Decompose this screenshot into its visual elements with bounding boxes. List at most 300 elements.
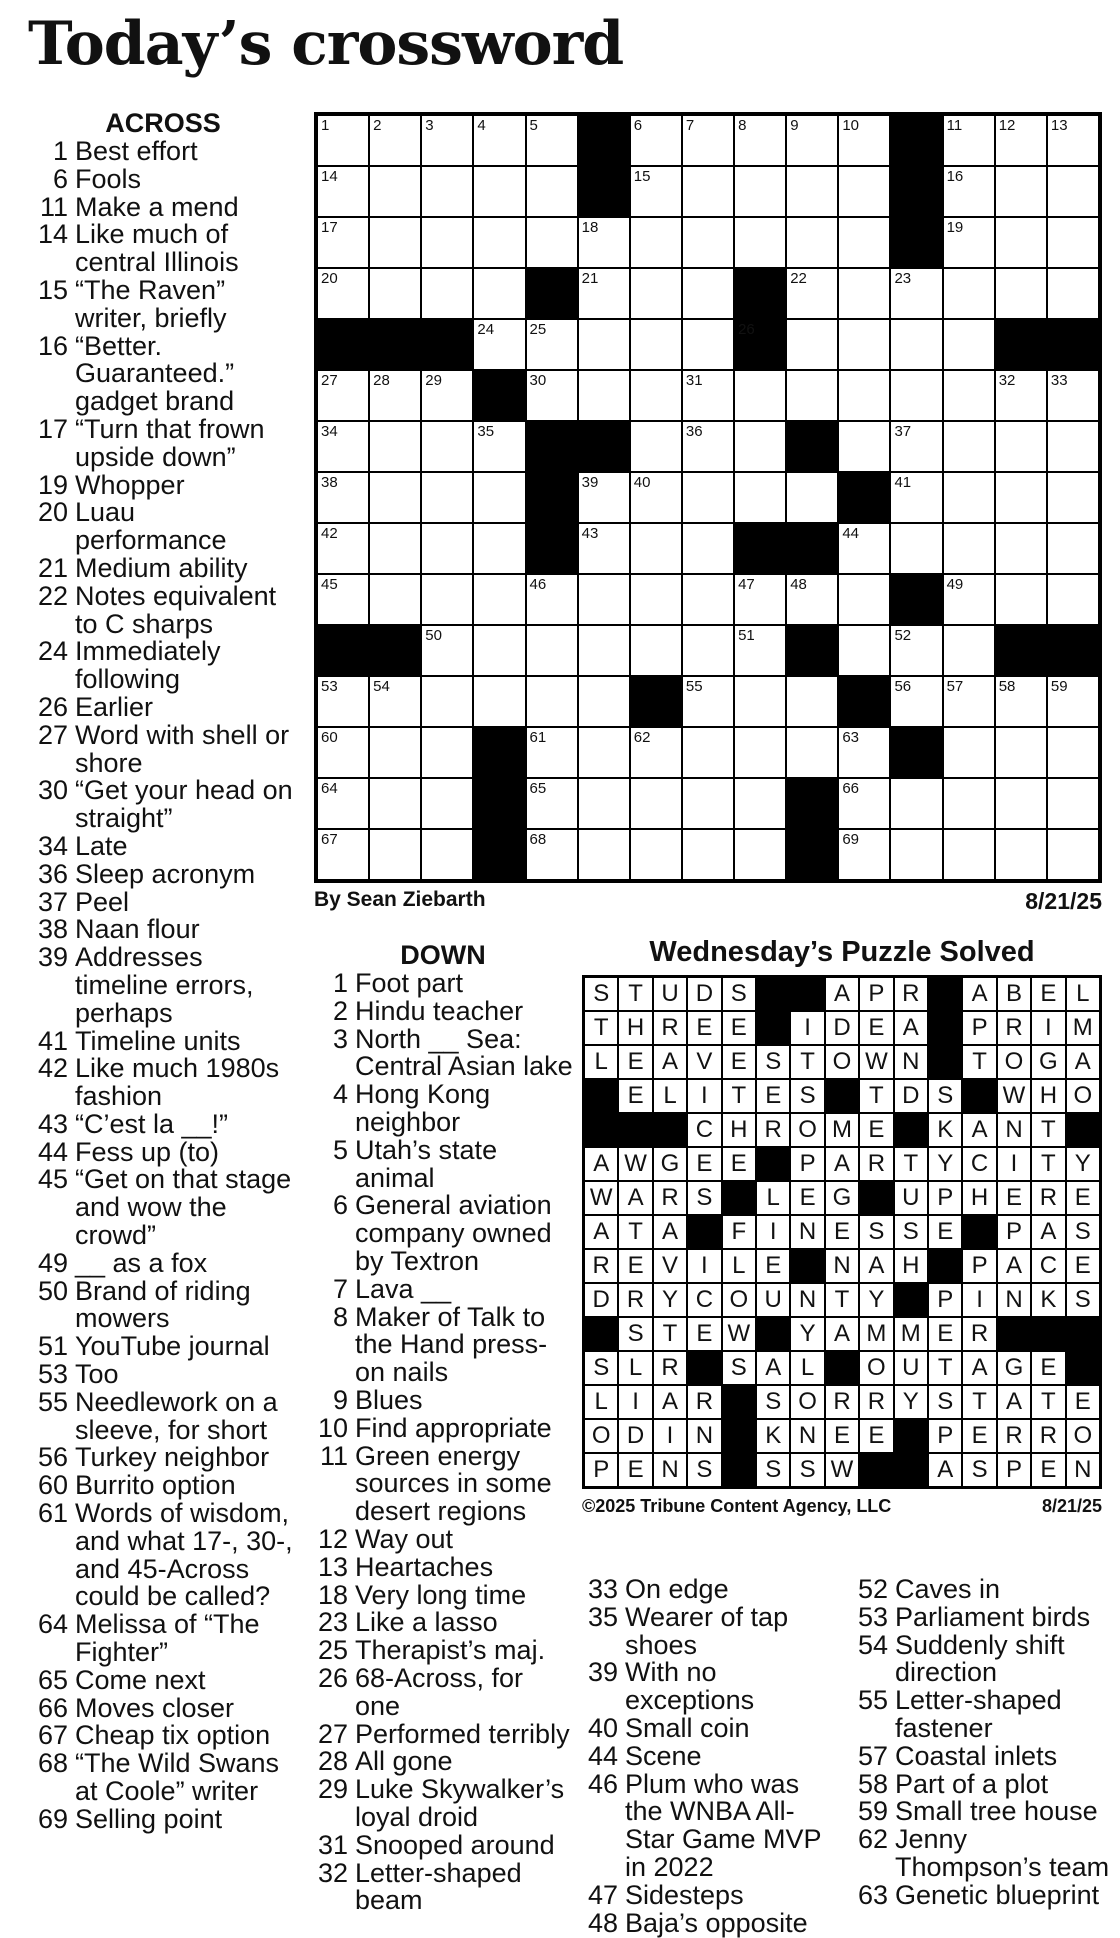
clue-number: 44 bbox=[587, 1740, 618, 1771]
grid-cell[interactable] bbox=[473, 217, 525, 268]
grid-cell[interactable] bbox=[734, 625, 786, 676]
black-square bbox=[584, 1113, 618, 1147]
grid-cell[interactable] bbox=[369, 727, 421, 778]
grid-cell[interactable] bbox=[890, 370, 942, 421]
grid-cell[interactable] bbox=[734, 472, 786, 523]
grid-cell[interactable] bbox=[526, 829, 578, 880]
solution-cell: N bbox=[790, 1419, 824, 1453]
grid-cell[interactable] bbox=[473, 523, 525, 574]
grid-cell[interactable] bbox=[317, 268, 369, 319]
grid-cell[interactable] bbox=[473, 166, 525, 217]
grid-cell[interactable] bbox=[1047, 727, 1099, 778]
grid-cell[interactable] bbox=[943, 727, 995, 778]
black-square bbox=[790, 1249, 824, 1283]
grid-cell[interactable] bbox=[943, 778, 995, 829]
grid-cell[interactable] bbox=[943, 115, 995, 166]
grid-cell[interactable] bbox=[995, 115, 1047, 166]
clue-text: “The Raven” writer, briefly bbox=[75, 274, 227, 333]
solution-cell: O bbox=[790, 1113, 824, 1147]
clue-number: 49 bbox=[37, 1247, 68, 1278]
grid-cell[interactable] bbox=[473, 319, 525, 370]
grid-cell[interactable] bbox=[682, 574, 734, 625]
clue-text: Hindu teacher bbox=[355, 995, 524, 1026]
grid-cell[interactable] bbox=[838, 421, 890, 472]
grid-cell[interactable] bbox=[317, 829, 369, 880]
grid-cell[interactable] bbox=[734, 574, 786, 625]
solution-cell: A bbox=[962, 977, 996, 1011]
grid-cell[interactable] bbox=[630, 829, 682, 880]
grid-cell[interactable] bbox=[943, 829, 995, 880]
clue-text: Genetic blueprint bbox=[895, 1879, 1100, 1910]
grid-cell[interactable] bbox=[317, 472, 369, 523]
solution-cell: P bbox=[928, 1181, 962, 1215]
grid-cell[interactable] bbox=[943, 268, 995, 319]
grid-cell[interactable] bbox=[734, 727, 786, 778]
solution-cell: S bbox=[584, 977, 618, 1011]
grid-cell[interactable] bbox=[838, 727, 890, 778]
clue-text: Plum who was the WNBA All-Star Game MVP in 2022 bbox=[625, 1768, 822, 1882]
grid-cell[interactable] bbox=[369, 166, 421, 217]
solution-cell: I bbox=[687, 1079, 721, 1113]
grid-cell[interactable] bbox=[526, 625, 578, 676]
grid-cell[interactable] bbox=[995, 370, 1047, 421]
grid-cell[interactable] bbox=[630, 574, 682, 625]
clue-text: “Better. Guaranteed.” gadget brand bbox=[75, 330, 235, 417]
clue-text: Sleep acronym bbox=[75, 858, 256, 889]
grid-cell[interactable] bbox=[317, 676, 369, 727]
clue-number: 9 bbox=[332, 1384, 348, 1415]
grid-cell[interactable] bbox=[317, 727, 369, 778]
solved-puzzle-title: Wednesday’s Puzzle Solved bbox=[649, 936, 1035, 968]
solution-cell: R bbox=[1031, 1419, 1065, 1453]
grid-cell[interactable] bbox=[421, 268, 473, 319]
solution-cell: D bbox=[894, 1079, 928, 1113]
grid-cell[interactable] bbox=[734, 676, 786, 727]
grid-cell[interactable] bbox=[682, 778, 734, 829]
clue-number: 4 bbox=[332, 1079, 348, 1110]
grid-cell[interactable] bbox=[369, 217, 421, 268]
grid-cell[interactable] bbox=[630, 421, 682, 472]
grid-cell[interactable] bbox=[682, 217, 734, 268]
clue-across-1 bbox=[32, 138, 294, 166]
grid-cell[interactable] bbox=[473, 676, 525, 727]
clue-across-49 bbox=[32, 1247, 294, 1278]
grid-cell[interactable] bbox=[1047, 217, 1099, 268]
grid-cell[interactable] bbox=[943, 472, 995, 523]
clue-across-65 bbox=[32, 1664, 294, 1695]
grid-cell[interactable] bbox=[943, 370, 995, 421]
grid-cell[interactable] bbox=[526, 217, 578, 268]
grid-cell[interactable] bbox=[890, 319, 942, 370]
solution-cell: T bbox=[1031, 1113, 1065, 1147]
solution-cell: E bbox=[687, 1317, 721, 1351]
clue-text: Immediately following bbox=[75, 636, 221, 695]
grid-cell[interactable] bbox=[317, 421, 369, 472]
grid-cell[interactable] bbox=[734, 421, 786, 472]
solution-cell: P bbox=[997, 1453, 1031, 1487]
grid-cell[interactable] bbox=[317, 370, 369, 421]
grid-cell[interactable] bbox=[473, 472, 525, 523]
grid-cell[interactable] bbox=[682, 829, 734, 880]
grid-cell[interactable] bbox=[890, 829, 942, 880]
grid-cell[interactable] bbox=[578, 319, 630, 370]
grid-cell[interactable] bbox=[682, 319, 734, 370]
grid-cell[interactable] bbox=[734, 217, 786, 268]
grid-cell[interactable] bbox=[369, 574, 421, 625]
grid-cell[interactable] bbox=[317, 217, 369, 268]
solution-cell: W bbox=[825, 1453, 859, 1487]
grid-cell[interactable] bbox=[943, 523, 995, 574]
grid-cell[interactable] bbox=[369, 778, 421, 829]
grid-cell[interactable] bbox=[995, 778, 1047, 829]
grid-cell[interactable] bbox=[734, 166, 786, 217]
solution-cell: E bbox=[962, 1419, 996, 1453]
grid-cell[interactable] bbox=[369, 829, 421, 880]
solution-cell: D bbox=[584, 1283, 618, 1317]
grid-cell[interactable] bbox=[943, 319, 995, 370]
grid-cell[interactable] bbox=[630, 625, 682, 676]
solution-cell: T bbox=[618, 977, 652, 1011]
clue-across-67 bbox=[32, 1722, 294, 1750]
grid-cell[interactable] bbox=[838, 115, 890, 166]
solution-cell: S bbox=[1066, 1283, 1100, 1317]
grid-cell[interactable] bbox=[630, 472, 682, 523]
grid-cell[interactable] bbox=[421, 523, 473, 574]
grid-cell[interactable] bbox=[421, 472, 473, 523]
grid-cell[interactable] bbox=[943, 421, 995, 472]
solution-cell: E bbox=[1066, 1181, 1100, 1215]
grid-cell[interactable] bbox=[578, 676, 630, 727]
solution-cell: L bbox=[584, 1385, 618, 1419]
clue-text: Baja’s opposite bbox=[625, 1907, 808, 1938]
grid-cell[interactable] bbox=[630, 217, 682, 268]
grid-cell[interactable] bbox=[473, 268, 525, 319]
grid-cell[interactable] bbox=[890, 523, 942, 574]
grid-cell[interactable] bbox=[786, 370, 838, 421]
solution-cell: M bbox=[859, 1317, 893, 1351]
grid-cell[interactable] bbox=[682, 523, 734, 574]
grid-cell[interactable] bbox=[786, 166, 838, 217]
grid-cell[interactable] bbox=[995, 166, 1047, 217]
grid-cell[interactable] bbox=[630, 268, 682, 319]
grid-cell[interactable] bbox=[578, 217, 630, 268]
grid-cell[interactable] bbox=[317, 523, 369, 574]
grid-cell[interactable] bbox=[682, 166, 734, 217]
clue-number: 39 bbox=[37, 942, 68, 973]
black-square bbox=[1066, 1351, 1100, 1385]
grid-cell[interactable] bbox=[630, 166, 682, 217]
grid-cell[interactable] bbox=[630, 370, 682, 421]
grid-cell[interactable] bbox=[526, 115, 578, 166]
grid-cell[interactable] bbox=[682, 268, 734, 319]
grid-cell[interactable] bbox=[943, 676, 995, 727]
grid-cell[interactable] bbox=[578, 370, 630, 421]
clue-across-44 bbox=[32, 1136, 294, 1167]
clue-text: Notes equivalent to C sharps bbox=[75, 580, 277, 639]
black-square bbox=[473, 727, 525, 778]
grid-cell[interactable] bbox=[1047, 829, 1099, 880]
black-square bbox=[722, 1453, 756, 1487]
grid-cell[interactable] bbox=[1047, 574, 1099, 625]
solution-cell: G bbox=[1031, 1045, 1065, 1079]
grid-cell[interactable] bbox=[786, 268, 838, 319]
grid-cell[interactable] bbox=[1047, 523, 1099, 574]
grid-cell[interactable] bbox=[526, 676, 578, 727]
grid-cell[interactable] bbox=[838, 625, 890, 676]
grid-cell[interactable] bbox=[369, 676, 421, 727]
cell-number: 65 bbox=[529, 780, 547, 797]
grid-cell[interactable] bbox=[995, 472, 1047, 523]
grid-cell[interactable] bbox=[1047, 676, 1099, 727]
solution-cell: G bbox=[653, 1147, 687, 1181]
grid-cell[interactable] bbox=[1047, 778, 1099, 829]
solution-cell: E bbox=[722, 1011, 756, 1045]
grid-cell[interactable] bbox=[421, 574, 473, 625]
grid-cell[interactable] bbox=[473, 421, 525, 472]
grid-cell[interactable] bbox=[369, 421, 421, 472]
clue-down-18 bbox=[312, 1579, 574, 1610]
grid-cell[interactable] bbox=[786, 472, 838, 523]
grid-cell[interactable] bbox=[578, 625, 630, 676]
grid-cell[interactable] bbox=[526, 319, 578, 370]
grid-cell[interactable] bbox=[526, 727, 578, 778]
grid-cell[interactable] bbox=[943, 574, 995, 625]
solution-cell: A bbox=[653, 1385, 687, 1419]
grid-cell[interactable] bbox=[421, 778, 473, 829]
clue-text: General aviation company owned by Textron bbox=[355, 1190, 552, 1276]
clue-text: Sidesteps bbox=[625, 1879, 744, 1910]
grid-cell[interactable] bbox=[995, 217, 1047, 268]
grid-cell[interactable] bbox=[838, 319, 890, 370]
grid-cell[interactable] bbox=[995, 268, 1047, 319]
grid-cell[interactable] bbox=[578, 574, 630, 625]
black-square bbox=[317, 319, 369, 370]
grid-cell[interactable] bbox=[1047, 421, 1099, 472]
clue-down3-59 bbox=[852, 1798, 1114, 1826]
grid-cell[interactable] bbox=[578, 829, 630, 880]
clue-number: 11 bbox=[319, 1440, 348, 1471]
grid-cell[interactable] bbox=[838, 166, 890, 217]
grid-cell[interactable] bbox=[786, 319, 838, 370]
clue-number: 38 bbox=[37, 914, 68, 945]
grid-cell[interactable] bbox=[630, 523, 682, 574]
grid-cell[interactable] bbox=[1047, 472, 1099, 523]
solution-cell: I bbox=[997, 1147, 1031, 1181]
solution-cell: V bbox=[653, 1249, 687, 1283]
grid-cell[interactable] bbox=[526, 166, 578, 217]
grid-cell[interactable] bbox=[526, 778, 578, 829]
grid-cell[interactable] bbox=[995, 829, 1047, 880]
clue-across-53 bbox=[32, 1361, 294, 1389]
grid-cell[interactable] bbox=[578, 523, 630, 574]
grid-cell[interactable] bbox=[317, 166, 369, 217]
grid-cell[interactable] bbox=[734, 829, 786, 880]
solution-cell: N bbox=[997, 1113, 1031, 1147]
grid-cell[interactable] bbox=[786, 574, 838, 625]
cell-number: 26 bbox=[738, 321, 755, 338]
grid-cell[interactable] bbox=[838, 217, 890, 268]
grid-cell[interactable] bbox=[890, 421, 942, 472]
grid-cell[interactable] bbox=[421, 829, 473, 880]
clue-down-3 bbox=[312, 1023, 574, 1082]
solution-cell: P bbox=[790, 1147, 824, 1181]
grid-cell[interactable] bbox=[421, 625, 473, 676]
grid-cell[interactable] bbox=[473, 115, 525, 166]
grid-cell[interactable] bbox=[630, 115, 682, 166]
black-square bbox=[687, 1215, 721, 1249]
grid-cell[interactable] bbox=[421, 421, 473, 472]
grid-cell[interactable] bbox=[838, 268, 890, 319]
grid-cell[interactable] bbox=[421, 676, 473, 727]
grid-cell[interactable] bbox=[317, 115, 369, 166]
grid-cell[interactable] bbox=[630, 727, 682, 778]
grid-cell[interactable] bbox=[317, 778, 369, 829]
cell-number: 19 bbox=[946, 219, 964, 236]
grid-cell[interactable] bbox=[890, 625, 942, 676]
black-square bbox=[734, 523, 786, 574]
clue-number: 69 bbox=[37, 1803, 68, 1834]
grid-cell[interactable] bbox=[369, 472, 421, 523]
clue-number: 53 bbox=[37, 1359, 68, 1390]
solution-cell: N bbox=[894, 1045, 928, 1079]
clue-number: 25 bbox=[317, 1635, 348, 1666]
clue-number: 59 bbox=[857, 1796, 888, 1827]
black-square bbox=[790, 977, 824, 1011]
grid-cell[interactable] bbox=[890, 268, 942, 319]
solved-date: 8/21/25 bbox=[1041, 1496, 1102, 1516]
black-square bbox=[890, 217, 942, 268]
clue-number: 41 bbox=[37, 1025, 68, 1056]
solution-cell: R bbox=[653, 1351, 687, 1385]
grid-cell[interactable] bbox=[578, 778, 630, 829]
grid-cell[interactable] bbox=[526, 370, 578, 421]
cell-number: 41 bbox=[894, 474, 912, 491]
clue-text: North __ Sea: Central Asian lake bbox=[355, 1023, 573, 1082]
grid-cell[interactable] bbox=[682, 370, 734, 421]
grid-cell[interactable] bbox=[682, 421, 734, 472]
grid-cell[interactable] bbox=[473, 574, 525, 625]
clue-number: 40 bbox=[587, 1712, 618, 1743]
clue-text: Heartaches bbox=[355, 1551, 494, 1582]
grid-cell[interactable] bbox=[1047, 115, 1099, 166]
grid-cell[interactable] bbox=[421, 370, 473, 421]
solution-cell: Y bbox=[859, 1283, 893, 1317]
black-square bbox=[1066, 1317, 1100, 1351]
solution-cell: R bbox=[653, 1181, 687, 1215]
grid-cell[interactable] bbox=[578, 727, 630, 778]
solution-cell: K bbox=[1031, 1283, 1065, 1317]
grid-cell[interactable] bbox=[838, 523, 890, 574]
grid-cell[interactable] bbox=[890, 778, 942, 829]
grid-cell[interactable] bbox=[786, 115, 838, 166]
black-square bbox=[578, 421, 630, 472]
grid-cell[interactable] bbox=[630, 319, 682, 370]
solution-cell: R bbox=[756, 1113, 790, 1147]
black-square bbox=[928, 977, 962, 1011]
black-square bbox=[962, 1215, 996, 1249]
grid-cell[interactable] bbox=[369, 523, 421, 574]
grid-cell[interactable] bbox=[995, 574, 1047, 625]
grid-cell[interactable] bbox=[369, 370, 421, 421]
clue-text: Blues bbox=[355, 1384, 423, 1415]
grid-cell[interactable] bbox=[1047, 370, 1099, 421]
grid-cell[interactable] bbox=[786, 217, 838, 268]
solution-cell: S bbox=[756, 1453, 790, 1487]
clue-down2-39 bbox=[582, 1659, 844, 1715]
grid-cell[interactable] bbox=[943, 166, 995, 217]
grid-cell[interactable] bbox=[369, 268, 421, 319]
grid-cell[interactable] bbox=[838, 778, 890, 829]
solution-cell: T bbox=[1031, 1385, 1065, 1419]
grid-cell[interactable] bbox=[995, 727, 1047, 778]
grid-cell[interactable] bbox=[734, 778, 786, 829]
grid-cell[interactable] bbox=[943, 217, 995, 268]
solution-cell: E bbox=[825, 1419, 859, 1453]
grid-cell[interactable] bbox=[317, 574, 369, 625]
grid-cell[interactable] bbox=[838, 829, 890, 880]
cell-number: 23 bbox=[894, 270, 912, 287]
grid-cell[interactable] bbox=[734, 370, 786, 421]
grid-cell[interactable] bbox=[682, 727, 734, 778]
black-square bbox=[786, 523, 838, 574]
grid-cell[interactable] bbox=[995, 421, 1047, 472]
cell-number: 17 bbox=[321, 219, 338, 236]
grid-cell[interactable] bbox=[995, 676, 1047, 727]
grid-cell[interactable] bbox=[838, 574, 890, 625]
solution-cell: I bbox=[653, 1419, 687, 1453]
solution-cell: W bbox=[618, 1147, 652, 1181]
grid-cell[interactable] bbox=[421, 166, 473, 217]
grid-cell[interactable] bbox=[890, 472, 942, 523]
grid-cell[interactable] bbox=[630, 778, 682, 829]
grid-cell[interactable] bbox=[943, 625, 995, 676]
grid-cell[interactable] bbox=[1047, 166, 1099, 217]
grid-cell[interactable] bbox=[838, 370, 890, 421]
grid-cell[interactable] bbox=[369, 115, 421, 166]
grid-cell[interactable] bbox=[578, 268, 630, 319]
grid-cell[interactable] bbox=[682, 472, 734, 523]
grid-cell[interactable] bbox=[734, 115, 786, 166]
grid-cell[interactable] bbox=[526, 574, 578, 625]
black-square bbox=[734, 319, 786, 370]
solution-cell: T bbox=[790, 1045, 824, 1079]
grid-cell[interactable] bbox=[421, 115, 473, 166]
grid-cell[interactable] bbox=[578, 472, 630, 523]
clue-number: 20 bbox=[37, 497, 68, 528]
grid-cell[interactable] bbox=[682, 625, 734, 676]
down-clues bbox=[312, 940, 574, 1915]
grid-cell[interactable] bbox=[786, 727, 838, 778]
grid-cell[interactable] bbox=[890, 676, 942, 727]
cell-number: 48 bbox=[790, 576, 807, 593]
grid-cell[interactable] bbox=[1047, 268, 1099, 319]
cell-number: 68 bbox=[529, 831, 547, 848]
grid-cell[interactable] bbox=[682, 115, 734, 166]
grid-cell[interactable] bbox=[421, 217, 473, 268]
grid-cell[interactable] bbox=[421, 727, 473, 778]
grid-cell[interactable] bbox=[473, 625, 525, 676]
clue-text: Snooped around bbox=[355, 1829, 555, 1860]
grid-cell[interactable] bbox=[786, 676, 838, 727]
grid-cell[interactable] bbox=[682, 676, 734, 727]
solution-cell: A bbox=[894, 1011, 928, 1045]
clue-text: Timeline units bbox=[75, 1025, 241, 1056]
black-square bbox=[962, 1079, 996, 1113]
cell-number: 67 bbox=[321, 831, 338, 848]
clue-across-64 bbox=[32, 1611, 294, 1667]
clue-number: 50 bbox=[37, 1275, 68, 1306]
grid-cell[interactable] bbox=[995, 523, 1047, 574]
